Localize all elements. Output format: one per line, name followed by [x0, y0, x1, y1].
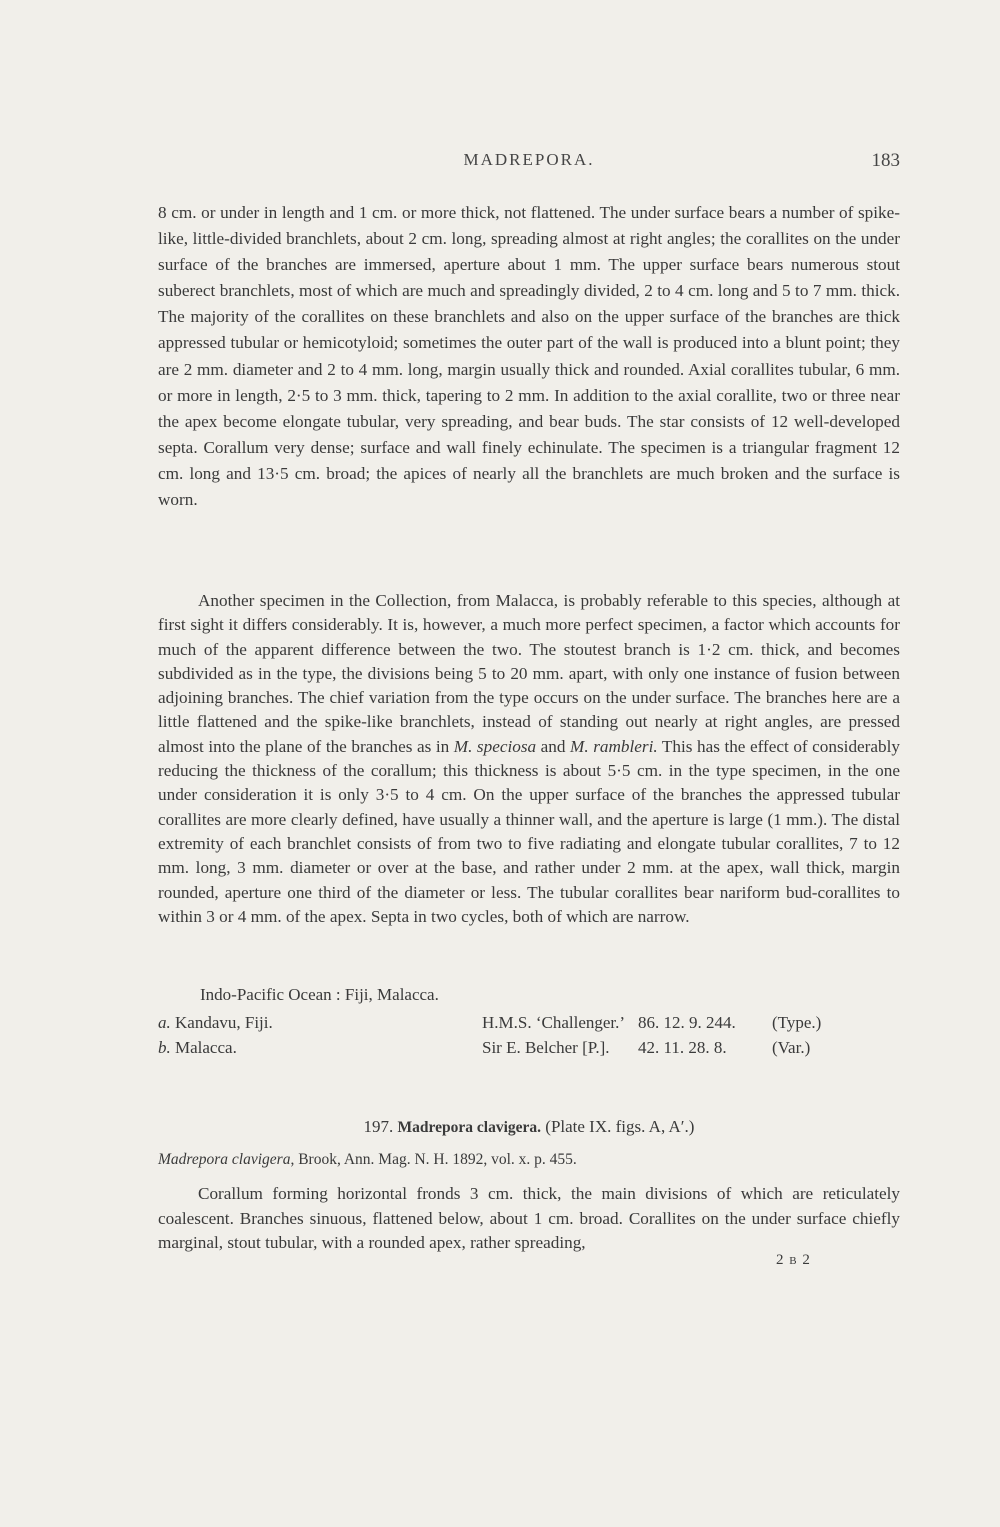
specimen-status: (Type.): [772, 1013, 822, 1032]
specimen-status: (Var.): [772, 1038, 811, 1057]
species-name-italic: M. rambleri.: [570, 736, 658, 756]
signature-mark: [776, 1252, 811, 1269]
specimen-row: [158, 1013, 900, 1038]
signature-part: 2: [776, 1252, 785, 1268]
page-header: [158, 150, 900, 180]
signature-part: 2: [802, 1252, 811, 1268]
text-run: and: [536, 736, 571, 756]
species-number: 197.: [363, 1117, 394, 1136]
specimen-label: [158, 1038, 237, 1058]
specimen-place: Kandavu, Fiji.: [170, 1013, 273, 1032]
plate-reference: (Plate IX. figs. A, A′.): [545, 1117, 695, 1136]
specimen-place: Malacca.: [170, 1038, 237, 1057]
species-name: Madrepora clavigera.: [397, 1119, 542, 1136]
specimen-letter: a.: [158, 1013, 171, 1032]
specimen-source: H.M.S. ‘Challenger.’: [482, 1013, 626, 1032]
locality-line: Indo-Pacific Ocean : Fiji, Malacca.: [200, 985, 439, 1004]
text-run: Another specimen in the Collection, from Malacca, is probably referable to this species, although at first sight it differs considerably. It is, however, a much more perfect specimen, a factor which accounts for much of the apparent difference between the two. The stoutest branch is 1·2 cm. thick, and becomes subdivided as in the type, the divisions being 5 to 20 mm. apart, with only one instance of fusion between adjoining branches. The chief variation from the type occurs on the under surface. The branches here are a little flattened and the spike-like branchlets, instead of standing out nearly at right angles, are pressed almost into the plane of the branches as in: [158, 591, 900, 756]
specimen-row: [158, 1038, 900, 1063]
specimen-label: [158, 1013, 273, 1033]
text-run: This has the effect of considerably reducing the thickness of the corallum; this thickness is about 5·5 cm. in the type specimen, in the one under consideration it is only 3·5 to 4 cm. On the upper surface of the branches the appressed tubular corallites are more clearly defined, have usually a thinner wall, and the aperture is large (1 mm.). The distal extremity of each branchlet consists of from two to five radiating and elongate tubular corallites, 7 to 12 mm. long, 3 mm. diameter or over at the base, and rather under 2 mm. at the apex, wall thick, margin rounded, aperture one third of the diameter or less. The tubular corallites bear nariform bud-corallites to within 3 or 4 mm. of the apex. Septa in two cycles, both of which are narrow.: [158, 736, 900, 926]
paragraph-description-continued: 8 cm. or under in length and 1 cm. or more thick, not flattened. The under surface bears a number of spike-like, little-divided branchlets, about 2 cm. long, spreading almost at right angles; the corallites on the under surface of the branches are immersed, aperture about 1 mm. The upper surface bears numerous stout suberect branchlets, most of which are much and spreadingly divided, 2 to 4 cm. long and 5 to 7 mm. thick. The majority of the corallites on these branchlets and also on the upper surface of the branches are thick appressed tubular or hemicotyloid; sometimes the outer part of the wall is produced into a blunt point; they are 2 mm. diameter and 2 to 4 mm. long, margin usually thick and rounded. Axial corallites tubular, 6 mm. or more in length, 2·5 to 3 mm. thick, tapering to 2 mm. In addition to the axial corallite, two or three near the apex become elongate tubular, very spreading, and bear buds. The star consists of 12 well-developed septa. Corallum very dense; surface and wall finely echinulate. The specimen is a triangular fragment 12 cm. long and 13·5 cm. broad; the apices of nearly all the branchlets are much broken and the surface is worn.: [158, 203, 900, 510]
paragraph-species-description: Corallum forming horizontal fronds 3 cm. thick, the main divisions of which are reticulately coalescent. Branches sinuous, flattened below, about 1 cm. broad. Corallites on the under surface chiefly marginal, stout tubular, with a rounded apex, rather spreading,: [158, 1184, 900, 1253]
species-name-italic: M. speciosa: [453, 736, 537, 756]
specimen-source: Sir E. Belcher [P.].: [482, 1038, 610, 1057]
specimen-register-number: 42. 11. 28. 8.: [638, 1038, 727, 1057]
signature-part: B: [789, 1255, 798, 1267]
synonymy-line: [158, 1151, 577, 1169]
paragraph-variant-specimen: [158, 589, 900, 929]
specimen-list: [158, 1013, 900, 1063]
specimen-register-number: 86. 12. 9. 244.: [638, 1013, 736, 1032]
species-heading: [158, 1117, 900, 1137]
page-number: 183: [871, 150, 900, 171]
synonym-name: Madrepora clavigera: [158, 1151, 291, 1168]
running-title: MADREPORA.: [463, 150, 595, 169]
specimen-letter: b.: [158, 1038, 171, 1057]
synonym-reference: , Brook, Ann. Mag. N. H. 1892, vol. x. p. 455.: [290, 1151, 577, 1168]
